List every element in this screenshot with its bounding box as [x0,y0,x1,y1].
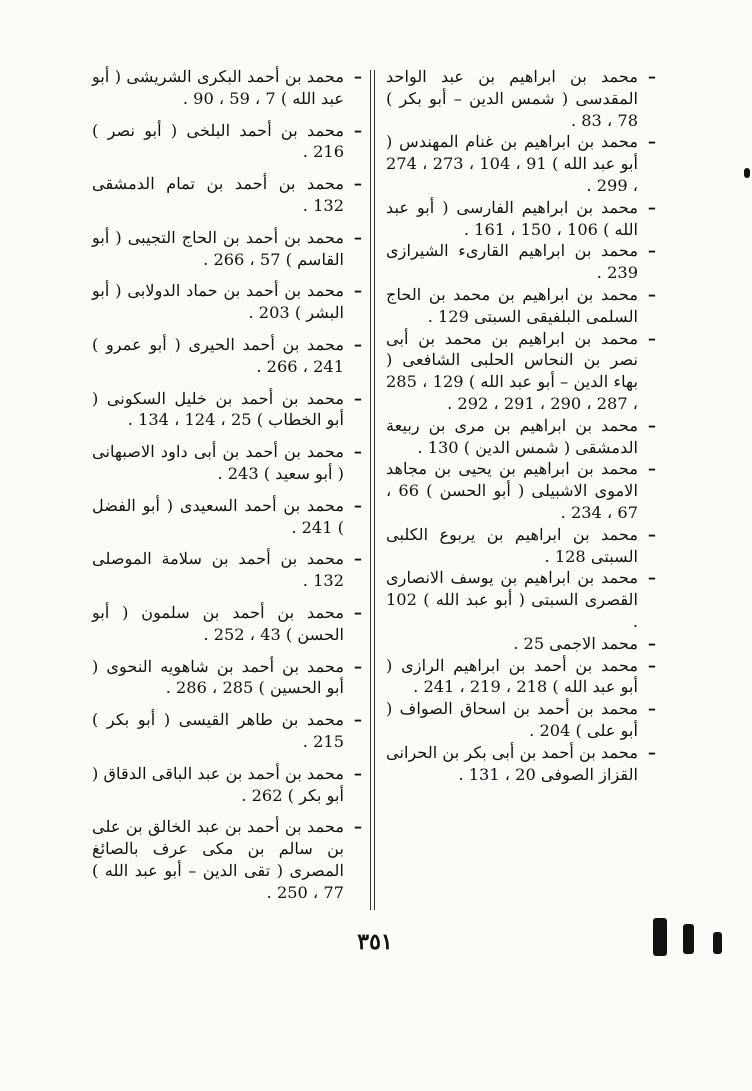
index-entry: – محمد بن ابراهيم الفارسى ( أبو عبد الله ) 106 ، 150 ، 161 . [386,197,656,239]
entry-text: محمد بن أحمد السعيدى ( أبو الفضل ) 241 . [92,495,344,537]
entry-text: محمد بن أحمد بن اسحاق الصواف ( أبو على ) 204 . [386,699,638,740]
index-entry: – محمد بن أحمد بن خليل السكونى ( أبو الخطاب ) 25 ، 124 ، 134 . [92,388,362,430]
index-entry: – محمد بن أحمد السعيدى ( أبو الفضل ) 241 . [92,495,362,537]
index-entry: – محمد بن أحمد بن أبى داود الاصبهانى ( أبو سعيد ) 243 . [92,442,362,483]
index-entry: – محمد بن أحمد بن عبد الباقى الدقاق ( أبو بكر ) 262 . [92,763,362,805]
entry-text: محمد بن أحمد الحيرى ( أبو عمرو ) 241 ، 266 . [92,334,344,376]
entry-text: محمد بن أحمد بن عبد الباقى الدقاق ( أبو بكر ) 262 . [92,763,344,805]
index-entry: – محمد بن ابراهيم بن مرى بن ربيعة الدمشقى ( شمس الدين ) 130 . [386,415,656,457]
index-entry: – محمد الاجمى 25 . [386,633,652,655]
entry-text: محمد بن ابراهيم بن عبد الواحد المقدسى ( شمس الدين – أبو بكر ) 78 ، 83 . [386,67,638,130]
entry-text: محمد بن أحمد بن حماد الدولابى ( أبو البشر ) 203 . [92,281,344,323]
index-entry: – محمد بن أحمد بن حماد الدولابى ( أبو البشر ) 203 . [92,281,362,323]
entry-text: محمد بن ابراهيم بن يربوع الكلبى السبتى 128 . [386,524,638,566]
entry-text: محمد بن طاهر القيسى ( أبو بكر ) 215 . [92,710,344,751]
entry-text: محمد بن أحمد بن الحاج التجيبى ( أبو القاسم ) 57 ، 266 . [92,227,344,269]
column-divider [374,70,375,910]
index-entry: – محمد بن ابراهيم بن عبد الواحد المقدسى ( شمس الدين – أبو بكر ) 78 ، 83 . [386,67,656,130]
scan-mark [683,924,694,954]
index-entry: – محمد بن ابراهيم القارىء الشيرازى 239 . [386,241,656,283]
scan-mark [653,918,667,956]
entry-text: محمد بن ابراهيم بن محمد بن الحاج السلمى البلفيقى السبتى 129 . [386,284,638,326]
index-entry: – محمد بن أحمد البكرى الشريشى ( أبو عبد الله ) 7 ، 59 ، 90 . [92,67,362,108]
entry-text: محمد بن ابراهيم الفارسى ( أبو عبد الله ) 106 ، 150 ، 161 . [386,197,638,239]
column-divider [370,70,371,910]
entry-text: محمد بن أحمد بن سلمون ( أبو الحسن ) 43 ، 252 . [92,602,344,644]
index-entry: – محمد بن أحمد بن اسحاق الصواف ( أبو على ) 204 . [386,699,656,740]
index-entry: – محمد بن أحمد بن عبد الخالق بن على بن سالم بن مكى عرف بالصائغ المصرى ( تقى الدين – أبو عبد الله ) 77 ، 250 . [92,817,362,902]
entry-text: محمد بن أحمد بن أبى داود الاصبهانى ( أبو سعيد ) 243 . [92,442,344,483]
index-entry: – محمد بن أحمد بن أبى بكر بن الحرانى القزاز الصوفى 20 ، 131 . [385,742,656,784]
entry-text: محمد بن ابراهيم بن غنام المهندس ( أبو عبد الله ) 91 ، 104 ، 273 ، 274 ، 299 . [386,132,638,195]
entry-text: محمد بن ابراهيم بن يحيى بن مجاهد الاموى الاشبيلى ( أبو الحسن ) 66 ، 67 ، 234 . [386,459,639,522]
entry-text: محمد بن أحمد بن ابراهيم الرازى ( أبو عبد الله ) 218 ، 219 ، 241 . [386,655,638,697]
entry-text: محمد بن ابراهيم القارىء الشيرازى 239 . [386,241,638,283]
index-entry: – محمد بن ابراهيم بن محمد بن الحاج السلمى البلفيقى السبتى 129 . [386,284,656,326]
index-entry: – محمد بن أحمد بن الحاج التجيبى ( أبو القاسم ) 57 ، 266 . [92,227,362,269]
index-entry: – محمد بن ابراهيم بن غنام المهندس ( أبو عبد الله ) 91 ، 104 ، 273 ، 274 ، 299 . [386,132,656,195]
scan-mark [713,932,722,954]
index-entry: – محمد بن ابراهيم بن يربوع الكلبى السبتى 128 . [386,524,656,566]
right-column [385,66,656,785]
index-entry: – محمد بن أحمد بن سلمون ( أبو الحسن ) 43 ، 252 . [92,602,362,644]
index-entry: – محمد بن ابراهيم بن يحيى بن مجاهد الاموى الاشبيلى ( أبو الحسن ) 66 ، 67 ، 234 . [386,459,656,522]
index-entry: – محمد بن ابراهيم بن محمد بن أبى نصر بن النحاس الحلبى الشافعى ( بهاء الدين – أبو عبد الله ) 129 ، 285 ، 287 ، 290 ، 291 ، 292 . [386,328,656,413]
scan-mark [744,168,750,178]
entry-text: محمد بن ابراهيم بن محمد بن أبى نصر بن النحاس الحلبى الشافعى ( بهاء الدين – أبو عبد الله ) 129 ، 285 ، 287 ، 290 ، 291 ، 292 . [386,328,638,413]
entry-text: محمد بن أحمد بن أبى بكر بن الحرانى القزاز الصوفى 20 ، 131 . [385,742,638,784]
entry-text: محمد بن أحمد بن شاهويه النحوى ( أبو الحسين ) 285 ، 286 . [92,656,344,698]
entry-text: محمد بن أحمد بن خليل السكونى ( أبو الخطاب ) 25 ، 124 ، 134 . [92,388,344,430]
entry-text: محمد بن ابراهيم بن مرى بن ربيعة الدمشقى ( شمس الدين ) 130 . [386,415,638,457]
entry-text: محمد بن أحمد بن عبد الخالق بن على بن سالم بن مكى عرف بالصائغ المصرى ( تقى الدين – أبو عبد الله ) 77 ، 250 . [92,817,344,902]
left-column [92,66,362,914]
index-entry: – محمد بن أحمد البلخى ( أبو نصر ) 216 . [92,120,362,162]
index-entry: – محمد بن ابراهيم بن يوسف الانصارى القصرى السبتى ( أبو عبد الله ) 102 . [386,568,656,631]
entry-text: محمد بن أحمد البكرى الشريشى ( أبو عبد الله ) 7 ، 59 ، 90 . [92,67,344,108]
page-number: ٣٥١ [357,929,393,955]
index-entry: – محمد بن أحمد بن سلامة الموصلى 132 . [92,549,362,591]
index-entry: – محمد بن أحمد الحيرى ( أبو عمرو ) 241 ، 266 . [92,334,362,376]
entry-text: محمد الاجمى 25 . [513,633,638,653]
index-entry: – محمد بن أحمد بن شاهويه النحوى ( أبو الحسين ) 285 ، 286 . [92,656,362,698]
entry-text: محمد بن ابراهيم بن يوسف الانصارى القصرى السبتى ( أبو عبد الله ) 102 . [386,568,638,631]
index-entry: – محمد بن أحمد بن ابراهيم الرازى ( أبو عبد الله ) 218 ، 219 ، 241 . [386,655,656,697]
index-entry: – محمد بن أحمد بن تمام الدمشقى 132 . [92,174,362,215]
index-entry: – محمد بن طاهر القيسى ( أبو بكر ) 215 . [92,710,362,751]
entry-text: محمد بن أحمد بن سلامة الموصلى 132 . [92,549,344,591]
entry-text: محمد بن أحمد البلخى ( أبو نصر ) 216 . [92,120,344,162]
entry-text: محمد بن أحمد بن تمام الدمشقى 132 . [92,174,344,215]
